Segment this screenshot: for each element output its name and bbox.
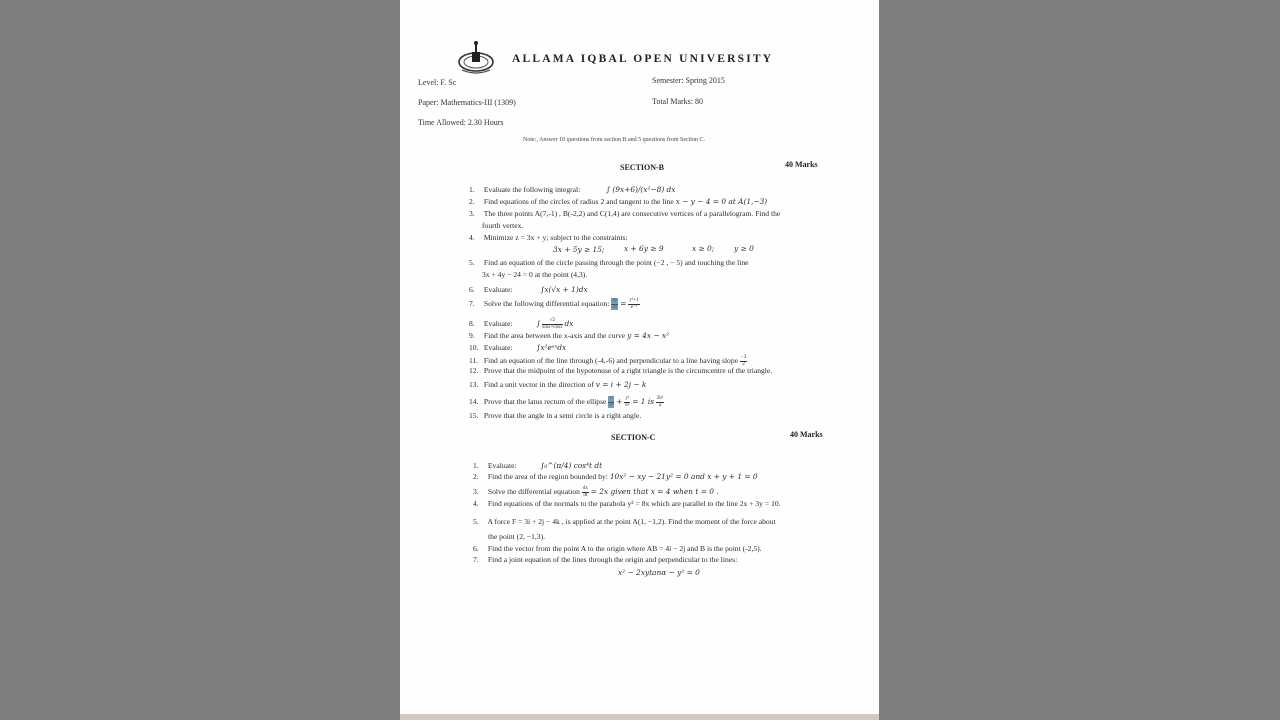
constraint-2: x + 6y ≥ 9 — [624, 244, 664, 253]
section-b-question-5-cont: 3x + 4y − 24 = 0 at the point (4,3). — [482, 270, 588, 279]
section-b-question-1: 1. Evaluate the following integral: ∫ (9x+6)/(x²−8) dx — [469, 185, 676, 194]
section-c-question-7-equation: x² − 2xytanα − y² = 0 — [618, 568, 700, 577]
section-b-question-12: 12. Prove that the midpoint of the hypotenuse of a right triangle is the circumcentre of the triangle. — [469, 366, 773, 375]
section-c-question-5-cont: the point (2, −1,3). — [488, 532, 546, 541]
constraint-1: 3x + 5y ≥ 15; — [553, 245, 605, 254]
section-b-question-9: 9. Find the area between the x-axis and the curve y = 4x − x² — [469, 331, 670, 340]
section-b-question-7: 7. Solve the following differential equation: $\frac{dy}{dx}$ = $\frac{\text{y²+1}}{\text{e⁻ˣ}}$ — [469, 298, 639, 310]
section-b-question-2: 2. Find equations of the circles of radius 2 and tangent to the line x − y − 4 = 0 at A(1,−3) — [469, 197, 768, 206]
section-b-question-3-cont: fourth vertex. — [482, 221, 524, 230]
section-b-question-15: 15. Prove that the angle in a semi circle is a right angle. — [469, 411, 642, 420]
section-b-title: SECTION-B — [620, 163, 665, 172]
section-b-question-13: 13. Find a unit vector in the direction of v = i + 2j − k — [469, 380, 647, 389]
page-bottom-edge — [400, 714, 879, 720]
section-b-question-4: 4. Minimize z = 3x + y; subject to the constraints: — [469, 233, 628, 242]
section-b-marks: 40 Marks — [785, 160, 818, 169]
section-c-title: SECTION-C — [611, 433, 656, 442]
level-label: Level: F. Sc — [418, 78, 457, 87]
semester-label: Semester: Spring 2015 — [652, 76, 725, 85]
paper-label: Paper: Mathematics-III (1309) — [418, 98, 516, 107]
section-c-question-1: 1. Evaluate: ∫₀^(π/4) cos⁴t dt — [473, 461, 603, 470]
time-allowed-label: Time Allowed: 2.30 Hours — [418, 118, 504, 127]
section-b-question-6: 6. Evaluate: ∫x(√x + 1)dx — [469, 285, 588, 294]
exam-paper-page — [400, 0, 879, 715]
constraint-4: y ≥ 0 — [734, 244, 754, 253]
section-c-question-7: 7. Find a joint equation of the lines through the origin and perpendicular to the lines: — [473, 555, 738, 564]
section-b-question-5: 5. Find an equation of the circle passing through the point (−2 , − 5) and touching the line — [469, 258, 749, 267]
section-c-question-3: 3. Solve the differential equation $\frac{dx}{dt}$ = 2x given that x = 4 when t = 0 . — [473, 486, 719, 498]
instructions-note: Note:, Answer 10 questions from section B and 5 questions from Section C. — [523, 137, 705, 143]
section-c-question-6: 6. Find the vector from the point A to the origin where AB = 4i − 2j and B is the point (-2,5). — [473, 544, 762, 553]
section-c-question-5: 5. A force F = 3i + 2j − 4k , is applied at the point A(1, −1,2). Find the moment of the force about — [473, 517, 776, 526]
section-b-question-11: 11. Find an equation of the line through (-4,-6) and perpendicular to a line having slope $\frac{-3}{2}$ — [469, 355, 747, 367]
university-title: ALLAMA IQBAL OPEN UNIVERSITY — [512, 53, 774, 65]
section-b-question-14: 14. Prove that the latus rectum of the ellipse $\frac{\text{x²}}{\text{a²}}$ + $\frac{\text{y²}}{\text{b²}}$ = 1 is $\frac{\text{2b²}}{a}$ — [469, 396, 664, 408]
constraint-3: x ≥ 0; — [692, 244, 715, 253]
total-marks-label: Total Marks: 80 — [652, 97, 703, 106]
section-b-question-10: 10. Evaluate: ∫x²eᵃˣdx — [469, 343, 567, 352]
section-b-question-8: 8. Evaluate: ∫ $\frac{√2}{\sin x+\cos x}$ dx — [469, 318, 574, 330]
section-c-question-4: 4. Find equations of the normals to the parabola y² = 8x which are parallel to the line 2x + 3y = 10. — [473, 499, 781, 508]
section-b-question-3: 3. The three points A(7,-1) , B(-2,2) and C(1,4) are consecutive vertices of a parallelogram. Find the — [469, 209, 781, 218]
section-c-question-2: 2. Find the area of the region bounded by: 10x² − xy − 21y² = 0 and x + y + 1 = 0 — [473, 472, 758, 481]
university-logo-icon — [456, 40, 496, 76]
section-c-marks: 40 Marks — [790, 430, 823, 439]
